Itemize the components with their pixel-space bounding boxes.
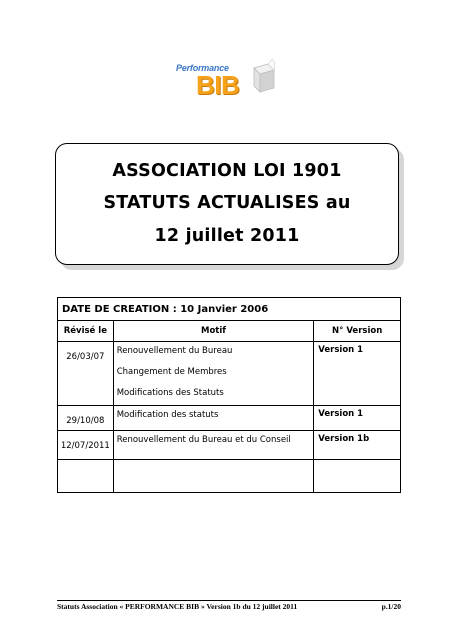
title-line-3: 12 juillet 2011 xyxy=(154,226,300,246)
column-header-date: Révisé le xyxy=(58,321,114,342)
motif-line: Changement de Membres xyxy=(116,367,227,377)
logo-box-icon xyxy=(250,58,276,96)
logo-word-performance: Performance xyxy=(176,63,229,73)
version-cell xyxy=(314,342,401,406)
revision-date-cell xyxy=(58,342,114,406)
footer-page-number: p.1/20 xyxy=(381,602,401,611)
motif-cell xyxy=(113,342,314,406)
revision-date: 29/10/08 xyxy=(66,416,105,426)
table-row xyxy=(58,460,401,493)
column-header-version: N° Version xyxy=(314,321,401,342)
motif-cell xyxy=(113,431,314,460)
table-row xyxy=(58,406,401,431)
motif-line: Renouvellement du Bureau et du Conseil xyxy=(116,435,291,445)
version-cell xyxy=(314,431,401,460)
version-value: Version 1 xyxy=(318,409,364,419)
title-box xyxy=(55,143,399,265)
title-line-1: ASSOCIATION LOI 1901 xyxy=(112,161,342,181)
version-value: Version 1b xyxy=(318,434,370,444)
revision-date-cell xyxy=(58,460,114,493)
revision-date-cell xyxy=(58,406,114,431)
table-row xyxy=(58,431,401,460)
revision-table xyxy=(57,297,401,493)
revision-date: 26/03/07 xyxy=(66,352,105,362)
revision-date: 12/07/2011 xyxy=(60,441,110,451)
logo-word-bib: BIB xyxy=(196,70,240,100)
motif-cell xyxy=(113,460,314,493)
motif-cell xyxy=(113,406,314,431)
motif-line: Renouvellement du Bureau xyxy=(116,346,233,356)
footer-document-title: Statuts Association « PERFORMANCE BIB » Version 1b du 12 juillet 2011 xyxy=(57,602,298,611)
motif-line: Modification des statuts xyxy=(116,410,219,420)
performance-bib-logo xyxy=(170,56,282,102)
motif-line: Modifications des Statuts xyxy=(116,388,224,398)
column-header-motif: Motif xyxy=(113,321,314,342)
footer-divider xyxy=(57,600,401,601)
creation-date-header: DATE DE CREATION : 10 Janvier 2006 xyxy=(58,298,401,321)
title-line-2: STATUTS ACTUALISES au xyxy=(103,193,351,213)
revision-date-cell xyxy=(58,431,114,460)
version-cell xyxy=(314,406,401,431)
table-row xyxy=(58,342,401,406)
version-cell xyxy=(314,460,401,493)
version-value: Version 1 xyxy=(318,345,364,355)
